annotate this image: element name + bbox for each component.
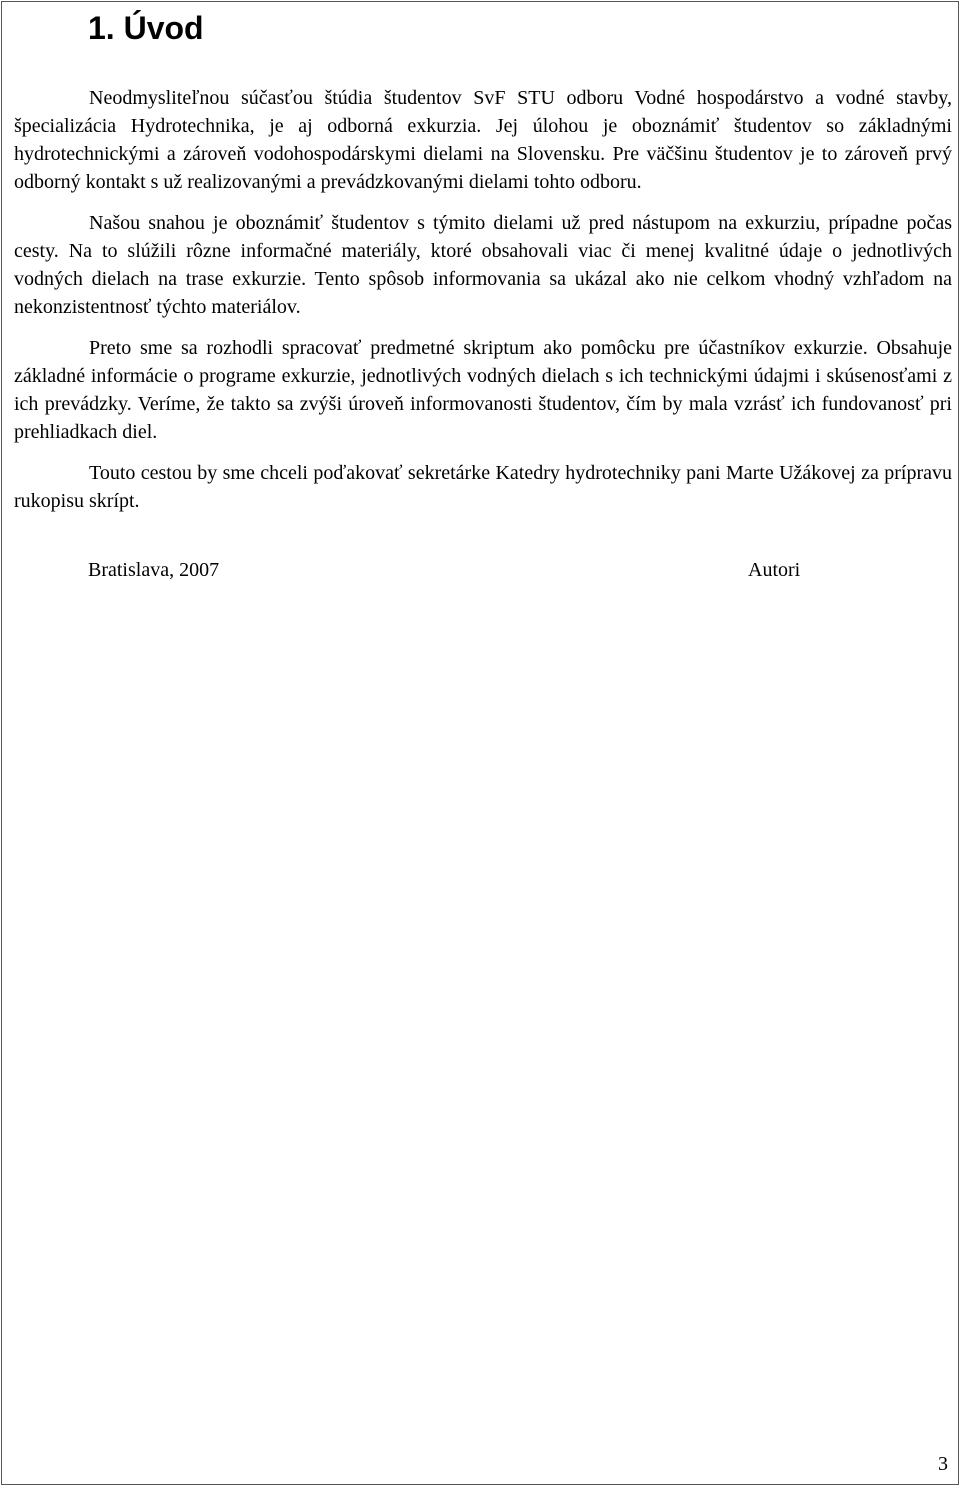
page-number: 3 [938, 1453, 948, 1475]
place-and-date: Bratislava, 2007 [88, 559, 220, 581]
authors-signature: Autori [748, 559, 801, 581]
paragraph-purpose: Preto sme sa rozhodli spracovať predmetné skriptum ako pomôcku pre účastníkov exkurzie. Obsahuje základné informácie o programe exkurzie, jednotlivých vodných dielach s ich technickými údajmi i skúsenosťami z ich prevádzky. Veríme, že takto sa zvýši úroveň informovanosti študentov, čím by mala vzrásť ich fundovanosť pri prehliadkach diel. [14, 337, 952, 443]
paragraph-intro: Neodmysliteľnou súčasťou štúdia študentov SvF STU odboru Vodné hospodárstvo a vodné stavby, špecializácia Hydrotechnika, je aj odborná exkurzia. Jej úlohou je oboznámiť študentov so základnými hydrotechnickými a zároveň vodohospodárskymi dielami na Slovensku. Pre väčšinu študentov je to zároveň prvý odborný kontakt s už realizovanými a prevádzkovanými dielami tohto odboru. [14, 87, 952, 193]
paragraph-materials: Našou snahou je oboznámiť študentov s týmito dielami už pred nástupom na exkurziu, prípadne počas cesty. Na to slúžili rôzne informačné materiály, ktoré obsahovali viac či menej kvalitné údaje o jednotlivých vodných dielach na trase exkurzie. Tento spôsob informovania sa ukázal ako nie celkom vhodný vzhľadom na nekonzistentnosť týchto materiálov. [14, 212, 952, 318]
body-text [14, 84, 952, 528]
document-page [1, 1, 959, 1485]
section-heading: 1. Úvod [88, 10, 204, 46]
paragraph-acknowledgement: Touto cestou by sme chceli poďakovať sekretárke Katedry hydrotechniky pani Marte Užákovej za prípravu rukopisu skrípt. [14, 462, 952, 512]
